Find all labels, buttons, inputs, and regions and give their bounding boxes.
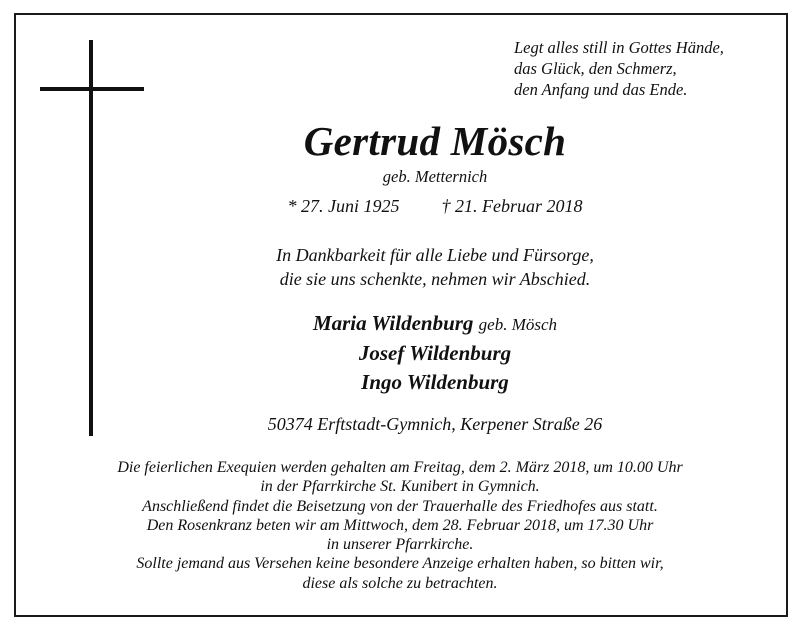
verse-line: den Anfang und das Ende. bbox=[514, 80, 688, 99]
birth-date: * 27. Juni 1925 bbox=[287, 196, 400, 216]
family-address: 50374 Erftstadt-Gymnich, Kerpener Straße 26 bbox=[267, 414, 603, 434]
life-dates bbox=[200, 196, 670, 217]
notice-line: in unserer Pfarrkirche. bbox=[326, 536, 474, 554]
verse-block bbox=[514, 37, 774, 100]
cross-icon-vertical bbox=[89, 40, 93, 436]
notice-line: Sollte jemand aus Versehen keine besondere Anzeige erhalten haben, so bitten wir, bbox=[136, 555, 664, 573]
notice-line: in der Pfarrkirche St. Kunibert in Gymnich. bbox=[260, 478, 540, 496]
birth-name: geb. Metternich bbox=[382, 167, 488, 186]
notice-line: Die feierlichen Exequien werden gehalten am Freitag, dem 2. März 2018, um 10.00 Uhr bbox=[117, 459, 683, 476]
mourner-note: geb. Mösch bbox=[478, 315, 558, 334]
mourner-name: Ingo Wildenburg bbox=[361, 370, 509, 394]
thanks-text bbox=[200, 243, 670, 291]
verse-line: das Glück, den Schmerz, bbox=[514, 59, 677, 78]
death-date: † 21. Februar 2018 bbox=[441, 196, 583, 216]
cross-icon-horizontal bbox=[40, 87, 144, 91]
mourner-row bbox=[200, 339, 670, 368]
mourners-list bbox=[200, 309, 670, 397]
notice-line: diese als solche zu betrachten. bbox=[302, 574, 498, 592]
mourner-name: Maria Wildenburg bbox=[312, 311, 474, 335]
notice-line: Den Rosenkranz beten wir am Mittwoch, dem 28. Februar 2018, um 17.30 Uhr bbox=[146, 516, 654, 534]
notice-line: Anschließend findet die Beisetzung von der Trauerhalle des Friedhofes aus statt. bbox=[142, 497, 658, 515]
mourner-name: Josef Wildenburg bbox=[358, 341, 512, 365]
verse-line: Legt alles still in Gottes Hände, bbox=[514, 38, 724, 57]
mourner-row bbox=[200, 309, 670, 339]
deceased-name: Gertrud Mösch bbox=[303, 118, 567, 164]
thanks-line: die sie uns schenkte, nehmen wir Abschied. bbox=[279, 269, 591, 289]
thanks-line: In Dankbarkeit für alle Liebe und Fürsorge, bbox=[276, 245, 594, 265]
service-notice bbox=[40, 458, 760, 593]
mourner-row bbox=[200, 368, 670, 397]
